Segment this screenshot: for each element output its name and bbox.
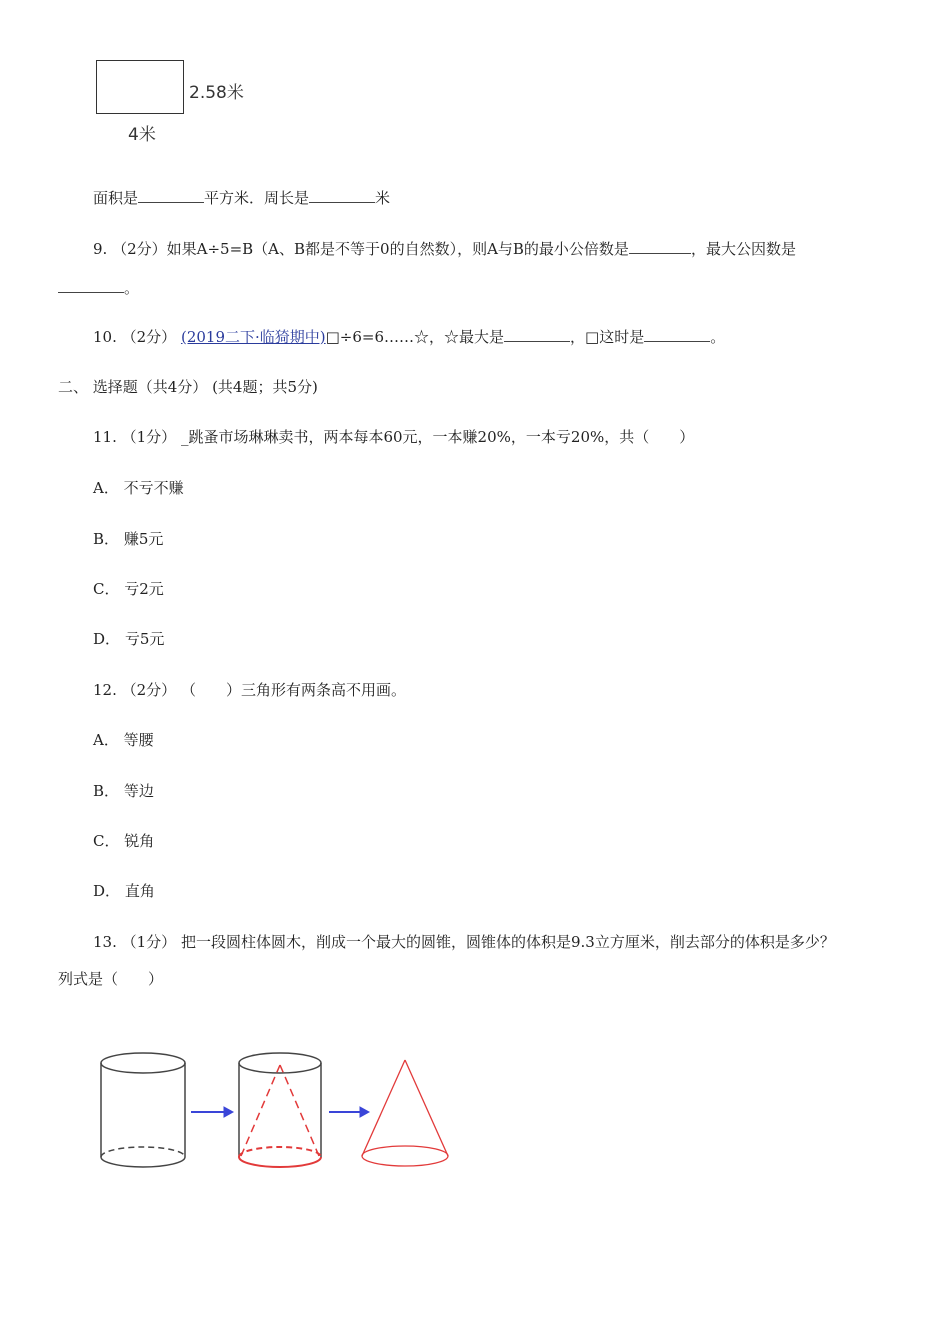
option-text: 等边 [123,782,154,800]
q8-text-3: 米 [375,189,391,207]
q11-option-d[interactable] [93,628,164,649]
option-letter: D． [93,630,121,648]
option-letter: A． [93,731,119,749]
q12-stem [93,679,406,700]
q11-option-b[interactable] [93,528,163,549]
option-text: 亏5元 [124,630,165,648]
q12-score: （2分） [121,681,177,699]
q9-end: 。 [124,279,140,297]
arrow-right-icon [191,1107,233,1117]
q12-option-d[interactable] [93,880,155,901]
option-text: 锐角 [124,832,155,850]
q10-end: 。 [710,328,726,346]
q9-text-b: ，最大公因数是 [690,240,796,258]
q10-source-link[interactable]: (2019二下·临猗期中) [180,328,326,346]
q10-text-b: ，□这时是 [570,328,645,346]
q10-box-blank[interactable] [644,327,710,342]
option-letter: A． [93,479,119,497]
q12-option-a[interactable] [93,729,154,750]
q9-number: 9. [93,240,108,258]
option-letter: B． [93,530,120,548]
q11-number: 11. [93,428,117,446]
option-text: 直角 [124,882,155,900]
option-letter: C． [93,580,120,598]
q9-lcm-blank[interactable] [629,239,691,254]
option-text: 等腰 [123,731,154,749]
q13-text: 把一段圆柱体圆木，削成一个最大的圆锥，圆锥体的体积是9.3立方厘米，削去部分的体积是多少？ [180,933,835,951]
q11-option-c[interactable] [93,578,164,599]
rectangle-figure [96,60,184,114]
q11-option-a[interactable] [93,477,184,498]
q9-score: （2分） [112,240,167,258]
q9-line [93,238,796,259]
arrow-right-icon [329,1107,369,1117]
cone-icon [362,1060,448,1166]
section-2-title: 二、 选择题（共4分） (共4题；共5分) [58,378,318,396]
option-text: 赚5元 [123,530,164,548]
q11-stem [93,426,694,447]
q10-star-blank[interactable] [504,327,570,342]
q8-area-blank[interactable] [138,188,204,203]
cylinder-cone-figure [90,1040,460,1180]
option-text: 不亏不赚 [123,479,184,497]
q12-option-c[interactable] [93,830,154,851]
q9-line-2 [58,277,139,298]
q11-text: _跳蚤市场琳琳卖书，两本每本60元，一本赚20%，一本亏20%，共（ ） [180,428,695,446]
q8-perimeter-blank[interactable] [309,188,375,203]
q9-gcd-blank[interactable] [58,278,124,293]
q8-answer-line [93,187,390,208]
q11-score: （1分） [121,428,177,446]
rect-height-label: 2.58米 [189,83,244,103]
option-letter: D． [93,882,121,900]
q13-stem-2: 列式是（ ） [58,970,164,988]
option-letter: B． [93,782,120,800]
q12-option-b[interactable] [93,780,154,801]
q10-text-a: □÷6=6……☆，☆最大是 [325,328,505,346]
q13-number: 13. [93,933,117,951]
q10-score: （2分） [121,328,177,346]
option-text: 亏2元 [124,580,164,598]
cylinder-with-cone-icon [239,1053,321,1167]
q12-text: （ ）三角形有两条高不用画。 [180,681,406,699]
option-letter: C． [93,832,120,850]
q12-number: 12. [93,681,117,699]
q8-text-2: 平方米．周长是 [204,189,310,207]
q10-number: 10. [93,328,117,346]
cylinder-icon [101,1053,185,1167]
q10-line [93,326,725,347]
q8-text-1: 面积是 [93,189,139,207]
q13-stem [93,931,835,952]
q9-text-a: 如果A÷5=B（A、B都是不等于0的自然数），则A与B的最小公倍数是 [166,240,629,258]
q13-score: （1分） [121,933,177,951]
rect-width-label: 4米 [128,125,156,145]
